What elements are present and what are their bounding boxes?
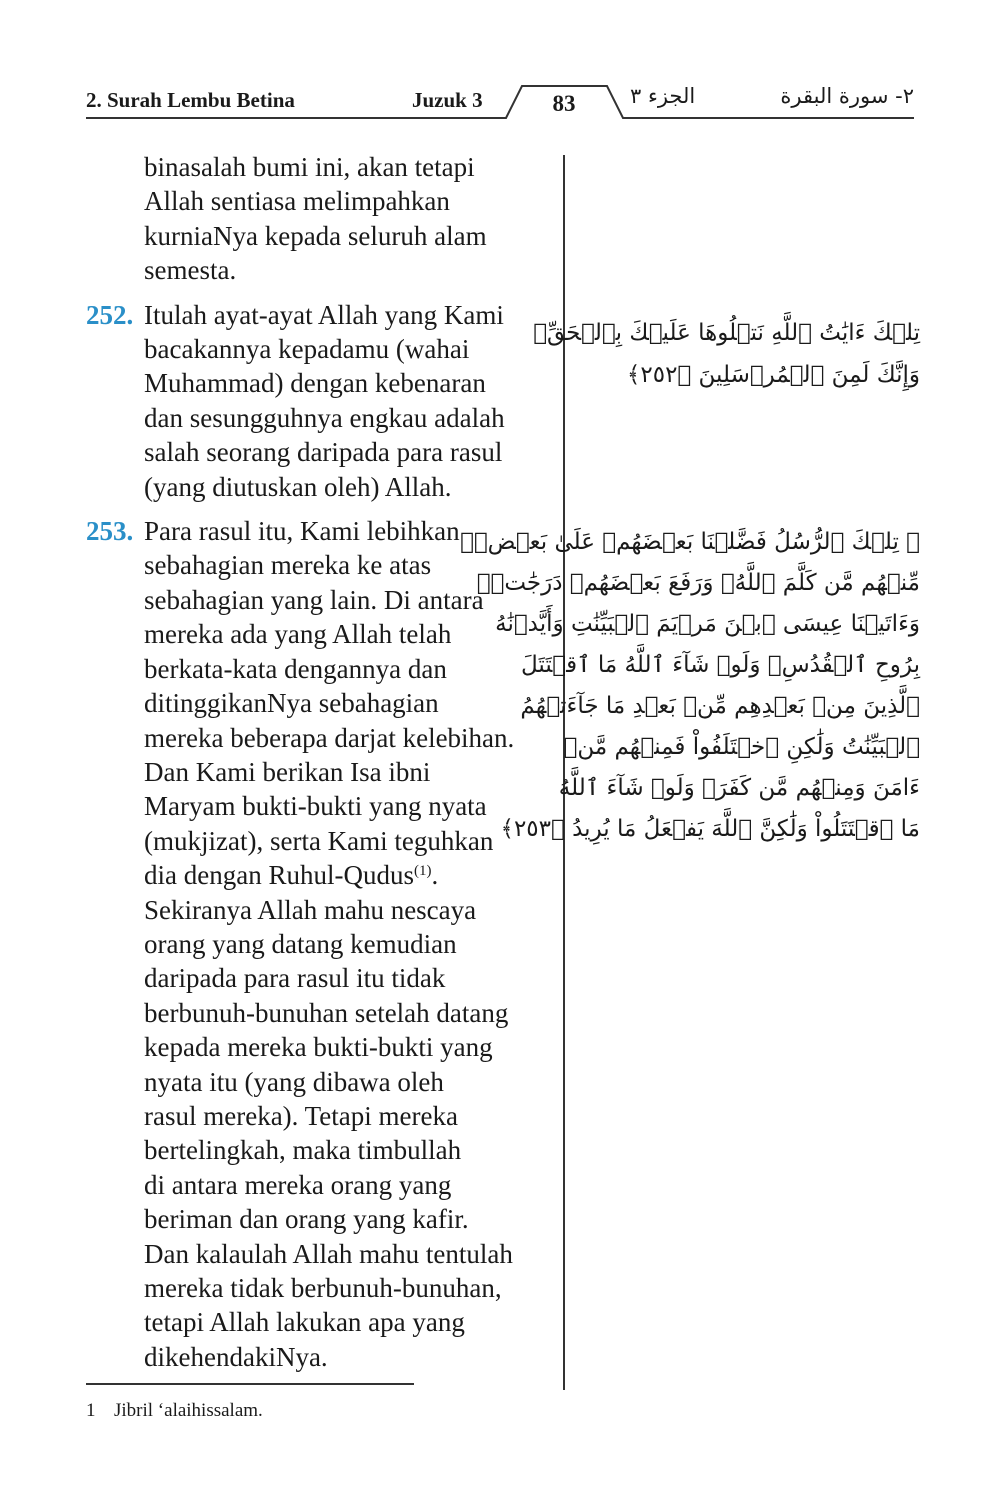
text-line: daripada para rasul itu tidak <box>144 963 446 994</box>
text-line: binasalah bumi ini, akan tetapi <box>144 152 475 182</box>
text-line: semesta. <box>144 255 237 286</box>
text-line: Allah sentiasa melimpahkan <box>144 186 450 217</box>
text-line: bertelingkah, maka timbullah <box>144 1135 462 1166</box>
text-line: Dan Kami berikan Isa ibni <box>144 756 431 787</box>
text-line: Dan kalaulah Allah mahu tentulah <box>144 1238 513 1269</box>
text-line: tetapi Allah lakukan apa yang <box>144 1307 465 1338</box>
text-line: Sekiranya Allah mahu nescaya <box>144 894 477 925</box>
text-line: di antara mereka orang yang <box>144 1169 452 1200</box>
text-line: bacakannya kepadamu (wahai <box>144 334 470 365</box>
page-number: 83 <box>552 91 576 116</box>
text-line: Maryam bukti-bukti yang nyata <box>144 791 487 822</box>
surah-title: 2. Surah Lembu Betina <box>86 88 295 112</box>
intro-paragraph <box>86 150 561 288</box>
footnote <box>86 1400 263 1422</box>
text-line: mereka beberapa darjat kelebihan. <box>144 722 515 753</box>
text-line: kepada mereka bukti-bukti yang <box>144 1032 493 1063</box>
text-line: (mukjizat), serta Kami teguhkan <box>144 825 494 856</box>
text-line-with-footnote <box>144 858 561 892</box>
text-line: sebahagian yang lain. Di antara <box>144 584 484 615</box>
text-line: sebahagian mereka ke atas <box>144 550 432 581</box>
verse-number-252: 252. <box>86 299 134 330</box>
verse-252-arabic <box>533 312 920 396</box>
footnote-rule <box>86 1383 414 1385</box>
juz-arabic: الجزء ٣ <box>630 84 696 108</box>
verse-252-translation <box>86 298 561 504</box>
juzuk-label: Juzuk 3 <box>412 88 483 112</box>
arabic-line: ٱلۡبَيِّنَٰتُ وَلَٰكِنِ ٱخۡتَلَفُواْ فَمِنۡهُم مَّنۡ <box>563 734 920 760</box>
surah-arabic: ٢- سورة البقرة <box>780 84 914 108</box>
text-line: ditinggikanNya sebahagian <box>144 688 439 719</box>
text-line: beriman dan orang yang kafir. <box>144 1204 469 1235</box>
text-line: dan sesungguhnya engkau adalah <box>144 402 505 433</box>
text-line: salah seorang daripada para rasul <box>144 437 503 468</box>
text-line: Para rasul itu, Kami lebihkan <box>144 516 460 547</box>
text-line: (yang diutuskan oleh) Allah. <box>144 471 452 502</box>
footnote-text: Jibril ‘alaihissalam. <box>114 1400 263 1421</box>
footnote-ref[interactable]: (1) <box>413 863 432 880</box>
translation-column <box>86 150 561 1374</box>
text-line: mereka tidak berbunuh-bunuhan, <box>144 1273 502 1303</box>
footnote-ref-tail: . <box>431 860 439 891</box>
arabic-line: مَا ٱقۡتَتَلُواْ وَلَٰكِنَّ ٱللَّهَ يَفۡعَلُ مَا يُرِيدُ ﴿٢٥٣﴾ <box>500 816 920 842</box>
text-line: dikehendakiNya. <box>144 1341 328 1372</box>
text-line: berbunuh-bunuhan setelah datang <box>144 997 509 1028</box>
verse-253-translation <box>86 514 561 1374</box>
footnote-number: 1 <box>86 1400 96 1421</box>
arabic-line: مِّنۡهُم مَّن كَلَّمَ ٱللَّهُۖ وَرَفَعَ بَعۡضَهُمۡ دَرَجَٰتٖۚ <box>476 570 920 596</box>
text-line: rasul mereka). Tetapi mereka <box>144 1100 458 1131</box>
text-line: mereka ada yang Allah telah <box>144 619 452 650</box>
arabic-line: تِلۡكَ ءَايَٰتُ ٱللَّهِ نَتۡلُوهَا عَلَيۡكَ بِٱلۡحَقِّۚ <box>533 320 920 346</box>
text-line: berkata-kata dengannya dan <box>144 653 447 684</box>
arabic-line: وَإِنَّكَ لَمِنَ ٱلۡمُرۡسَلِينَ ﴿٢٥٢﴾ <box>626 362 920 388</box>
verse-number-253: 253. <box>86 516 134 547</box>
text-line: dia dengan Ruhul-Qudus <box>144 860 414 891</box>
verse-253-arabic <box>460 522 920 850</box>
arabic-line: ٱلَّذِينَ مِنۢ بَعۡدِهِم مِّنۢ بَعۡدِ مَا جَآءَتۡهُمُ <box>520 693 920 719</box>
text-line: orang yang datang kemudian <box>144 928 457 959</box>
arabic-line: ءَامَنَ وَمِنۡهُم مَّن كَفَرَۚ وَلَوۡ شَآءَ ٱللَّهُ <box>558 775 920 801</box>
arabic-line: بِرُوحِ ٱلۡقُدُسِۗ وَلَوۡ شَآءَ ٱللَّهُ مَا ٱقۡتَتَلَ <box>520 652 920 678</box>
text-line: nyata itu (yang dibawa oleh <box>144 1066 444 1097</box>
text-line: Itulah ayat-ayat Allah yang Kami <box>144 299 504 330</box>
text-line: kurniaNya kepada seluruh alam <box>144 220 487 251</box>
text-line: Muhammad) dengan kebenaran <box>144 368 486 399</box>
arabic-line: ۞ تِلۡكَ ٱلرُّسُلُ فَضَّلۡنَا بَعۡضَهُمۡ عَلَىٰ بَعۡضٖۘ <box>460 529 920 555</box>
arabic-line: وَءَاتَيۡنَا عِيسَى ٱبۡنَ مَرۡيَمَ ٱلۡبَيِّنَٰتِ وَأَيَّدۡنَٰهُ <box>495 611 920 637</box>
